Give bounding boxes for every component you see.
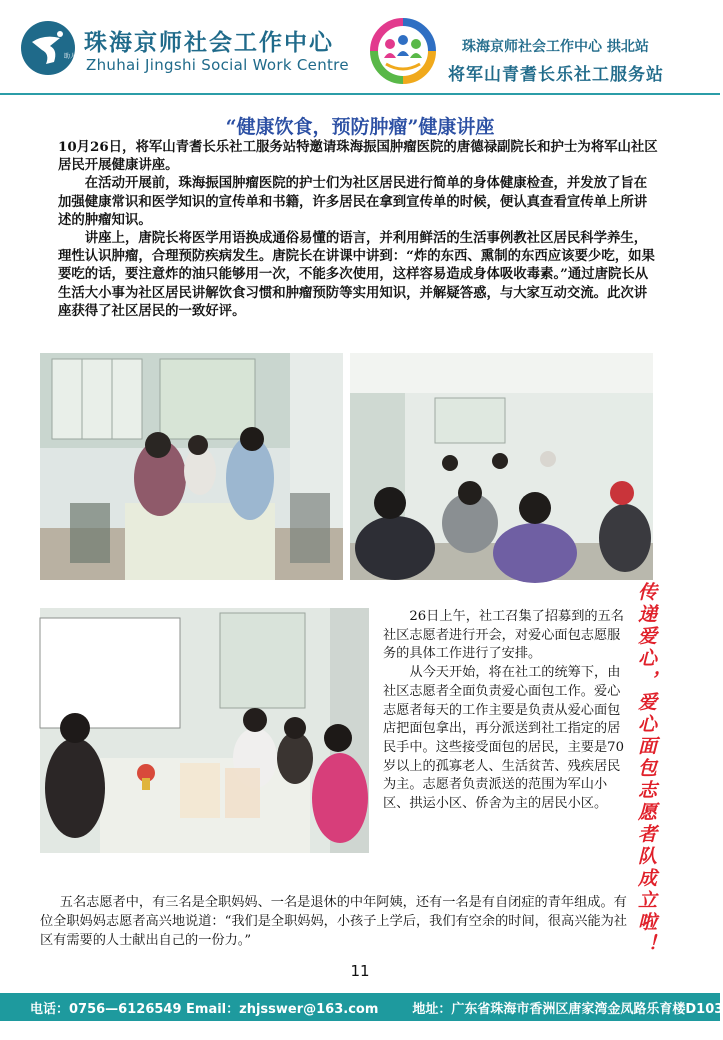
article-paragraph: 讲座上，唐院长将医学用语换成通俗易懂的语言，并利用鲜活的生活事例教社区居民科学养生，理性认识肿瘤，合理预防疾病发生。唐院长在讲课中讲到：“炸的东西、熏制的东西应该要少吃，如果要吃的话，要注意炸的油只能够用一次，不能多次使用，这样容易造成身体吸收毒素。”通过唐院长从生活大小事为社区居民讲解饮食习惯和肿瘤预防等实用知识，并解疑答惑，与大家互动交流。此次讲座获得了社区居民的一致好评。 — [58, 230, 655, 319]
photo-volunteer-meeting — [40, 608, 369, 853]
station-line-1: 珠海京师社会工作中心 拱北站 — [462, 39, 649, 55]
station-logo — [366, 14, 440, 88]
photo-health-check — [40, 353, 343, 580]
volunteer-bottom-text — [40, 893, 636, 950]
volunteer-text — [383, 608, 629, 814]
station-line-2: 将军山青耆长乐社工服务站 — [448, 65, 664, 85]
centre-logo — [20, 20, 89, 76]
article-body — [58, 138, 658, 320]
vertical-slogan: 传递爱心，爱心面包志愿者队成立啦！ — [635, 582, 657, 956]
logo-text: 助人自助 — [64, 53, 89, 60]
footer-bar — [0, 993, 723, 1021]
article-paragraph: 10月26日，将军山青耆长乐社工服务站特邀请珠海振国肿瘤医院的唐德禄副院长和护士为将军山社区居民开展健康讲座。 — [58, 139, 658, 174]
volunteer-paragraph: 26日上午，社工召集了招募到的五名社区志愿者进行开会，对爱心面包志愿服务的具体工作进行了安排。 — [383, 609, 624, 662]
volunteer-bottom-paragraph: 五名志愿者中，有三名是全职妈妈、一名是退休的中年阿姨，还有一名是有自闭症的青年组成。有位全职妈妈志愿者高兴地说道：“我们是全职妈妈，小孩子上学后，我们有空余的时间，很高兴能为社区有需要的人士献出自己的一份力。” — [40, 895, 627, 948]
article-paragraph: 在活动开展前，珠海振国肿瘤医院的护士们为社区居民进行简单的身体健康检查，并发放了旨在加强健康常识和医学知识的宣传单和书籍，许多居民在拿到宣传单的时候，便认真查看宣传单上所讲述的肿瘤知识。 — [58, 175, 648, 228]
photo-lecture — [350, 353, 653, 580]
footer-address: 地址：广东省珠海市香洲区唐家湾金凤路乐育楼D103 — [412, 1001, 723, 1017]
header-divider — [0, 93, 720, 95]
brand-name-en: Zhuhai Jingshi Social Work Centre — [86, 56, 349, 74]
article-title: “健康饮食，预防肿瘤”健康讲座 — [225, 116, 495, 138]
brand-name-cn: 珠海京师社会工作中心 — [84, 29, 334, 56]
page-number: 11 — [350, 962, 370, 980]
footer-strip — [0, 1021, 720, 1040]
footer-contact: 电话：0756—6126549 Email：zhjsswer@163.com — [30, 1001, 379, 1017]
volunteer-paragraph: 从今天开始，将在社工的统筹下，由社区志愿者全面负责爱心面包工作。爱心志愿者每天的工作主要是负责从爱心面包店把面包拿出，再分派送到社工指定的居民手中。这些接受面包的居民，主要是70岁以上的孤寡老人、生活贫苦、残疾居民为主。志愿者负责派送的范围为军山小区、拱运小区、侨舍为主的居民小区。 — [383, 665, 624, 812]
